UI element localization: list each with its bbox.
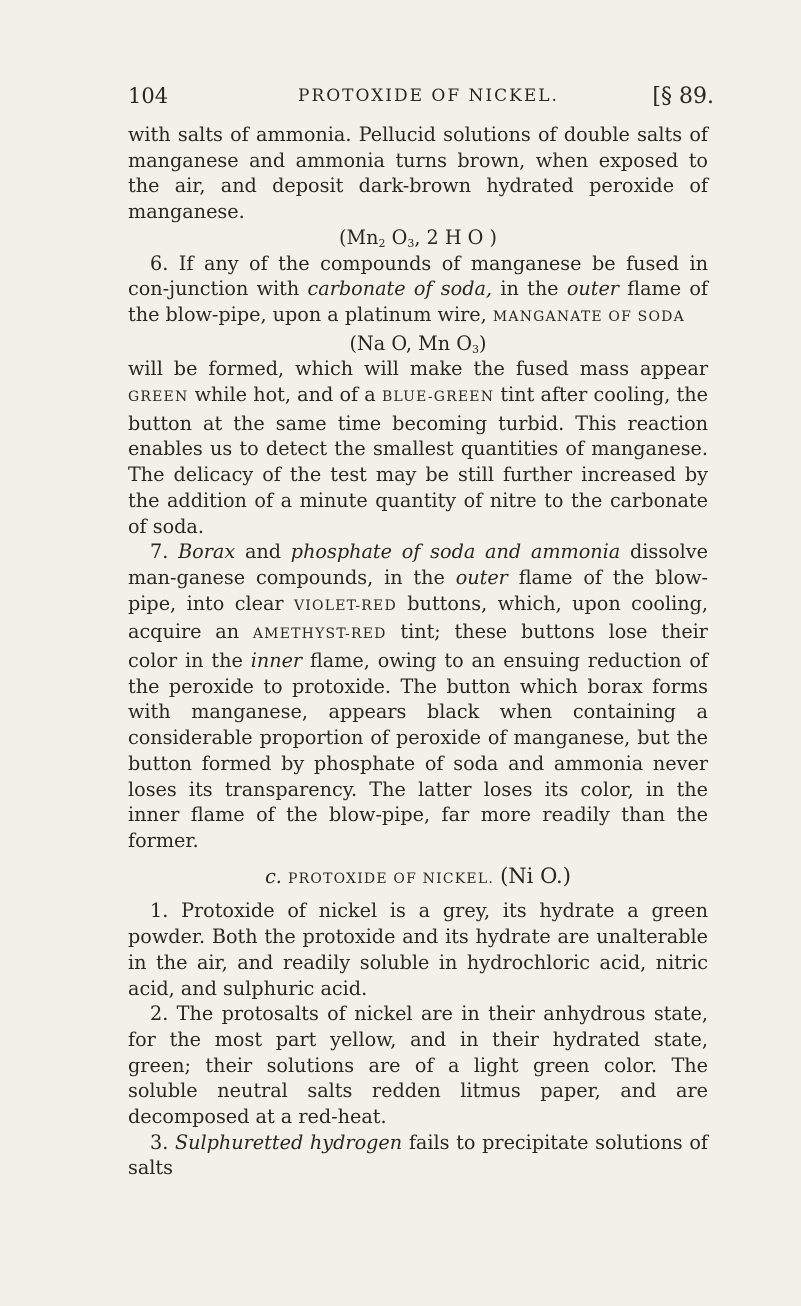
- page-body: [128, 122, 708, 1181]
- paragraph-nickel-1: 1. Protoxide of nickel is a grey, its hydrate a green powder. Both the protoxide and its hydrate are unalterable in the air, and readily soluble in hydrochloric acid, nitric acid, and sulphuric acid.: [128, 899, 708, 1000]
- paragraph-nickel-2: 2. The protosalts of nickel are in their anhydrous state, for the most part yellow, and in their hydrated state, green; their solutions are of a light green color. The soluble neutral salts redden litmus paper, and are decomposed at a red-heat.: [128, 1002, 708, 1129]
- page-number: 104: [128, 84, 169, 108]
- section-heading: c. PROTOXIDE OF NICKEL. (Ni O.): [265, 863, 571, 888]
- formula-manganate-of-soda: (Na O, Mn $O_3$): [349, 331, 487, 356]
- formula-manganese-peroxide: ($Mn_2$ $O_3$, 2 H O ): [339, 225, 497, 250]
- page-header: [128, 84, 714, 114]
- paragraph-7: 7. Borax and phosphate of soda and ammonia dissolve man-ganese compounds, in the outer flame of the blow-pipe, into clear VIOLET-RED buttons, which, upon cooling, acquire an AMETHYST-RED tint; these buttons lose their color in the inner flame, owing to an ensuing reduction of the peroxide to protoxide. The button which borax forms with manganese, appears black when containing a considerable proportion of peroxide of manganese, but the button formed by phosphate of soda and ammonia never loses its transparency. The latter loses its color, in the inner flame of the blow-pipe, far more readily than the former.: [128, 540, 708, 852]
- paragraph-intro: with salts of ammonia. Pellucid solutions of double salts of manganese and ammonia turns brown, when exposed to the air, and deposit dark-brown hydrated peroxide of manganese.: [128, 123, 708, 224]
- paragraph-nickel-3: 3. Sulphuretted hydrogen fails to precipitate solutions of salts: [128, 1130, 708, 1180]
- paragraph-6: 6. If any of the compounds of manganese be fused in con-junction with carbonate of soda, in the outer flame of the blow-pipe, upon a platinum wire, MANGANATE OF SODA: [128, 251, 709, 326]
- running-title: PROTOXIDE OF NICKEL.: [298, 86, 559, 106]
- section-marker: [§ 89.: [652, 84, 714, 109]
- paragraph-6-continued: will be formed, which will make the fused mass appear GREEN while hot, and of a BLUE-GREEN tint after cooling, the button at the same time becoming turbid. This reaction enables us to detect the smallest quantities of manganese. The delicacy of the test may be still further increased by the addition of a minute quantity of nitre to the carbonate of soda.: [128, 357, 708, 538]
